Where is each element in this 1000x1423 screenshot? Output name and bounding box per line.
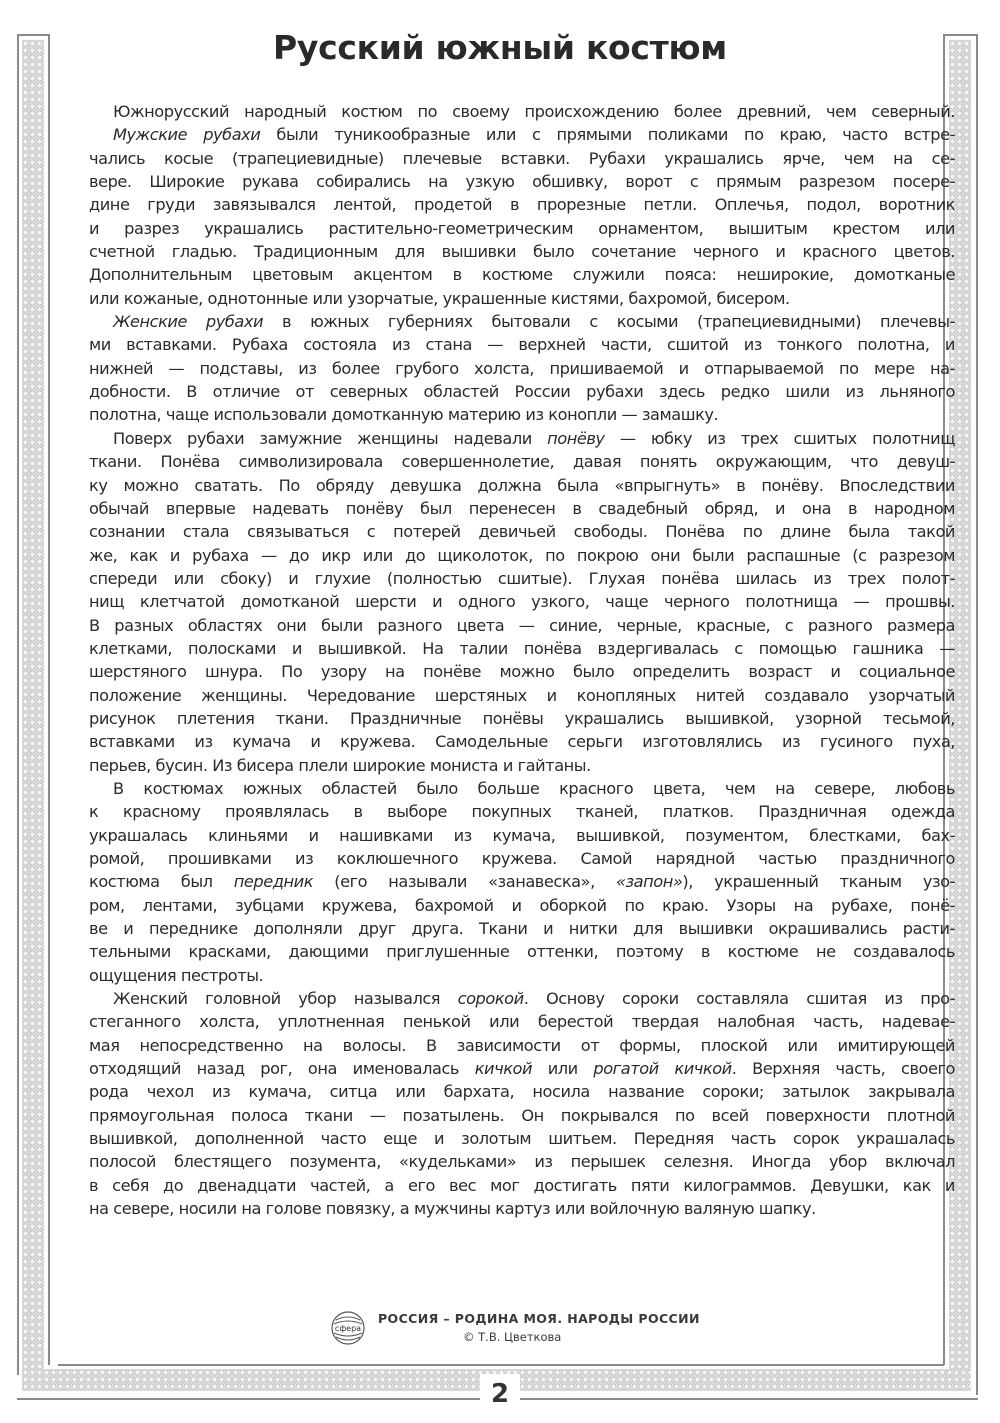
text-run: ), украшенный тканым узо-	[682, 872, 955, 892]
italic-term: «запон»	[615, 872, 683, 892]
italic-term: кичкой	[474, 1059, 533, 1079]
italic-term: передник	[233, 872, 314, 892]
frame-left-outer-line	[17, 35, 19, 1375]
italic-term: понёву	[547, 428, 605, 448]
text-run: Поверх рубахи замужние женщины надевали	[113, 428, 548, 448]
text-run: ве и переднике дополняли друг друга. Ткани и нитки для вышивки окрашивались расти-	[89, 919, 955, 939]
text-line	[89, 474, 955, 497]
text-run: сознании стала связываться с потерей девичьей свободы. Понёва по длине была такой	[89, 522, 955, 542]
text-line	[89, 660, 955, 683]
text-line	[89, 614, 955, 637]
text-run: (его называли «занавеска»,	[313, 872, 616, 892]
text-run: Женский головной убор назывался	[113, 989, 458, 1009]
page-title: Русский южный костюм	[273, 28, 727, 67]
paragraph-intro	[89, 100, 955, 123]
paragraph-headdress	[89, 987, 955, 1220]
paragraph-women-shirts	[89, 310, 955, 427]
text-line	[89, 544, 955, 567]
text-run: полотна, чаще использовали домотканную материю из конопли — замашку.	[89, 405, 719, 425]
text-run: и разрез украшались растительно-геометрическим орнаментом, вышитым крестом или	[89, 218, 955, 238]
text-run: . Основу сороки составляла сшитая из про-	[523, 989, 955, 1009]
text-run: стеганного холста, уплотненная пенькой или берестой твердая налобная часть, надевае-	[89, 1012, 955, 1032]
text-line	[89, 894, 955, 917]
text-run: или кожаные, однотонные или узорчатые, украшенные кистями, бахромой, бисером.	[89, 288, 790, 308]
text-line	[89, 987, 955, 1010]
text-run: мая непосредственно на волосы. В зависимости от формы, плоской или имитирующей	[89, 1035, 955, 1055]
text-run: рисунок плетения ткани. Праздничные понёвы украшались вышивкой, узорной тесьмой,	[89, 708, 955, 728]
text-run: рода чехол из кумача, ситца или бархата, носила название сороки; затылок закрывала	[89, 1082, 955, 1102]
text-line	[89, 1174, 955, 1197]
copyright: © Т.В. Цветкова	[463, 1330, 562, 1344]
text-run: перьев, бусин. Из бисера плели широкие мониста и гайтаны.	[89, 755, 591, 775]
text-line	[89, 847, 955, 870]
text-run: костюма был	[89, 872, 234, 892]
text-line	[89, 1034, 955, 1057]
text-run: нижней — подставы, из более грубого холста, пришиваемой и отпарываемой по мере на-	[89, 358, 955, 378]
text-line	[89, 147, 955, 170]
italic-term: рогатой кичкой	[593, 1059, 732, 1079]
text-line	[89, 730, 955, 753]
text-run: к красному проявлялась в выборе покупных тканей, платков. Праздничная одежда	[89, 802, 955, 822]
text-line	[89, 520, 955, 543]
paragraph-red-color	[89, 777, 955, 987]
text-line	[89, 870, 955, 893]
text-line	[89, 427, 955, 450]
text-run: ромой, прошивками из коклюшечного кружева. Самой нарядной частью праздничного	[89, 849, 955, 868]
italic-term: Женские рубахи	[113, 312, 264, 332]
text-run: счетной гладью. Традиционным для вышивки было сочетание черного и красного цветов.	[89, 242, 955, 262]
text-line	[89, 357, 955, 380]
text-line	[89, 637, 955, 660]
text-run: добности. В отличие от северных областей России рубахи здесь редко шили из льняного	[89, 382, 955, 402]
text-run: спереди или сбоку) и глухие (полностью сшитые). Глухая понёва шилась из трех полот-	[89, 568, 955, 588]
text-line	[89, 310, 955, 333]
text-line	[89, 917, 955, 940]
text-line	[89, 1127, 955, 1150]
text-line	[89, 824, 955, 847]
page-number: 2	[480, 1374, 520, 1414]
text-run: — юбку из трех сшитых полотнищ	[604, 428, 956, 448]
text-run: дине груди завязывался лентой, продетой в прорезные петли. Оплечья, подол, воротник	[89, 195, 955, 215]
text-line	[89, 590, 955, 613]
text-line	[89, 964, 955, 987]
text-line	[89, 403, 955, 426]
text-line	[89, 684, 955, 707]
italic-term: сорокой	[457, 989, 524, 1009]
frame-left-lace	[22, 40, 44, 1388]
text-line	[89, 754, 955, 777]
text-line	[89, 567, 955, 590]
text-line	[89, 380, 955, 403]
text-run: положение женщины. Чередование шерстяных и конопляных нитей создавало узорчатый	[89, 685, 955, 705]
text-line	[89, 707, 955, 730]
text-run: или	[532, 1059, 594, 1079]
text-run: обычай впервые надевать понёву был перенесен в свадебный обряд, и она в народном	[89, 498, 955, 518]
paragraph-poneva	[89, 427, 955, 777]
text-line	[89, 1010, 955, 1033]
text-run: ми вставками. Рубаха состояла из стана — верхней части, сшитой из тонкого полотна, и	[89, 335, 955, 355]
text-line	[89, 1080, 955, 1103]
text-line	[89, 1104, 955, 1127]
series-title: РОССИЯ – РОДИНА МОЯ. НАРОДЫ РОССИИ	[378, 1311, 700, 1326]
frame-bottom-inner-line	[58, 1364, 944, 1366]
text-line	[89, 1197, 955, 1220]
text-run: ку можно сватать. По обряду девушка должна была «впрыгнуть» в понёву. Впоследствии	[89, 475, 955, 495]
text-run: в себя до двенадцати частей, а его вес мог достигать пяти килограммов. Девушки, как и	[89, 1175, 955, 1195]
text-line	[89, 193, 955, 216]
text-line	[89, 240, 955, 263]
text-run: Дополнительным цветовым акцентом в костюме служили пояса: неширокие, домотканые	[89, 265, 955, 285]
text-run: в южных губерниях бытовали с косыми (трапециевидными) плечевы-	[263, 312, 955, 332]
text-line	[89, 100, 955, 123]
text-line	[89, 287, 955, 310]
frame-left-inner-line	[48, 35, 50, 1365]
text-run: вере. Широкие рукава собирались на узкую обшивку, ворот с прямым разрезом посере-	[89, 172, 955, 192]
text-run: ощущения пестроты.	[89, 965, 264, 985]
text-line	[89, 217, 955, 240]
text-run: В разных областях они были разного цвета — синие, черные, красные, с разного размера	[89, 615, 955, 635]
text-line	[89, 263, 955, 286]
text-run: . Верхняя часть, своего	[731, 1059, 956, 1079]
text-line	[89, 450, 955, 473]
text-run: шерстяного шнура. По узору на понёве можно было определить возраст и социальное	[89, 662, 955, 682]
frame-right-outer-line	[976, 35, 978, 1395]
text-line	[89, 940, 955, 963]
article-body	[89, 100, 955, 1221]
text-run: вставками из кумача и кружева. Самодельные серьги изготовлялись из гусиного пуха,	[89, 732, 955, 752]
text-run: же, как и рубаха — до икр или до щиколоток, по покрою они были распашные (с разрезом	[89, 545, 955, 565]
text-run: В костюмах южных областей было больше красного цвета, чем на севере, любовь	[113, 778, 955, 798]
footer	[0, 1308, 1000, 1348]
sphere-publisher-logo-icon	[330, 1310, 366, 1346]
paragraph-men-shirts	[89, 123, 955, 310]
text-run: были туникообразные или с прямыми поликами по краю, часто встре-	[260, 125, 955, 145]
text-line	[89, 800, 955, 823]
text-line	[89, 123, 955, 146]
text-run: отходящий назад рог, она именовалась	[89, 1059, 475, 1079]
text-line	[89, 497, 955, 520]
svg-text:сфера: сфера	[334, 1324, 362, 1333]
text-run: прямоугольная полоса ткани — позатылень. Он покрывался по всей поверхности плотной	[89, 1105, 955, 1125]
text-run: тельными красками, дающими приглушенные оттенки, поэтому в костюме не создавалось	[89, 942, 955, 962]
text-line	[89, 1057, 955, 1080]
text-run: клетками, полосками и вышивкой. На талии понёва вздергивалась с помощью гашника —	[89, 638, 955, 658]
text-run: украшалась клиньями и нашивками из кумача, вышивкой, позументом, блестками, бах-	[89, 825, 955, 845]
text-line	[89, 1150, 955, 1173]
text-run: ткани. Понёва символизировала совершеннолетие, давая понять окружающим, что девуш-	[89, 452, 955, 472]
text-run: вышивкой, дополненной часто еще и золотым шитьем. Передняя часть сорок украшалась	[89, 1129, 955, 1149]
text-run: полосой блестящего позумента, «кудельками» из перышек селезня. Иногда убор включал	[89, 1152, 955, 1172]
text-run: нищ клетчатой домотканой шерсти и одного узкого, чаще черного полотнища — прошвы.	[89, 592, 955, 612]
text-run: на севере, носили на голове повязку, а мужчины картуз или войлочную валяную шапку.	[89, 1199, 816, 1219]
text-run: Южнорусский народный костюм по своему происхождению более древний, чем северный.	[113, 102, 955, 121]
italic-term: Мужские рубахи	[113, 125, 261, 145]
text-line	[89, 170, 955, 193]
text-line	[89, 777, 955, 800]
text-run: ром, лентами, зубцами кружева, бахромой и оборкой по краю. Узоры на рубахе, понё-	[89, 895, 955, 915]
text-line	[89, 333, 955, 356]
text-run: чались косые (трапециевидные) плечевые вставки. Рубахи украшались ярче, чем на се-	[89, 148, 955, 168]
